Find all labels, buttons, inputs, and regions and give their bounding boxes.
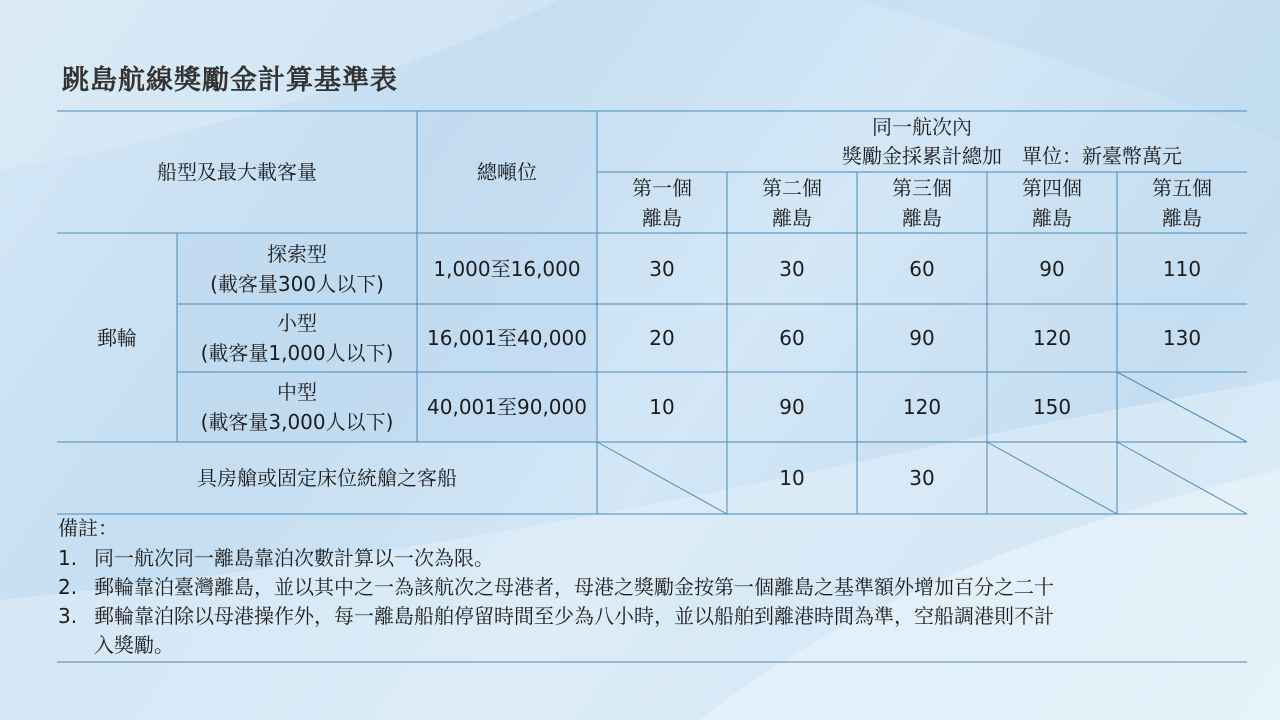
row-1-ship-type (177, 233, 417, 304)
header-group (597, 113, 1247, 171)
row-2-value-1: 20 (649, 326, 675, 350)
header-island-line2: 離島 (1162, 205, 1202, 230)
row-3-value-1: 10 (649, 395, 675, 419)
header-island-4 (987, 172, 1117, 233)
header-ship-type: 船型及最大載客量 (157, 160, 317, 184)
note-item-2 (58, 572, 1054, 602)
note-number: 1. (58, 546, 78, 570)
note-item-3-continuation: 入獎勵。 (94, 633, 174, 657)
row-3-value-4: 150 (1032, 395, 1072, 419)
note-number: 3. (58, 604, 78, 628)
header-island-line1: 第三個 (892, 175, 952, 200)
note-text: 郵輪靠泊除以母港操作外，每一離島船舶停留時間至少為八小時，並以船舶到離港時間為準，空船調港則不計 (94, 604, 1054, 628)
note-text: 同一航次同一離島靠泊次數計算以一次為限。 (94, 546, 494, 570)
ship-type-capacity: (載客量3,000人以下) (200, 410, 394, 434)
ship-type-capacity: (載客量300人以下) (210, 271, 384, 296)
row-1-value-5: 110 (1162, 256, 1202, 281)
note-number: 2. (58, 575, 78, 599)
notes-title: 備註： (58, 516, 118, 540)
header-island-line1: 第四個 (1022, 175, 1082, 200)
ship-type-name: 中型 (277, 380, 317, 404)
note-item-1 (58, 543, 494, 573)
row-2-value-3: 90 (909, 326, 935, 350)
row-2-ship-type (177, 304, 417, 372)
row-2-tonnage: 16,001至40,000 (427, 326, 587, 350)
row-3-value-3: 120 (902, 395, 942, 419)
cruise-group-label: 郵輪 (97, 325, 137, 350)
header-island-line1: 第二個 (762, 175, 822, 200)
row-3-tonnage: 40,001至90,000 (427, 395, 587, 419)
header-island-line1: 第五個 (1152, 175, 1212, 200)
row-1-value-2: 30 (779, 256, 805, 281)
berth-row-value-3: 30 (909, 466, 935, 490)
header-island-2 (727, 172, 857, 233)
page-title: 跳島航線獎勵金計算基準表 (62, 65, 398, 96)
header-group-line1: 同一航次內 (872, 115, 972, 139)
header-island-1 (597, 172, 727, 233)
header-island-line2: 離島 (772, 205, 812, 230)
ship-type-capacity: (載客量1,000人以下) (200, 341, 394, 365)
header-island-5 (1117, 172, 1247, 233)
header-island-line2: 離島 (642, 205, 682, 230)
row-1-value-1: 30 (649, 256, 675, 281)
ship-type-name: 探索型 (267, 241, 327, 266)
header-island-3 (857, 172, 987, 233)
header-group-line2: 獎勵金採累計總加 單位：新臺幣萬元 (842, 144, 1182, 168)
note-text: 郵輪靠泊臺灣離島，並以其中之一為該航次之母港者，母港之獎勵金按第一個離島之基準額外增加百分之二十 (94, 575, 1054, 599)
row-1-value-3: 60 (909, 256, 935, 281)
row-1-tonnage: 1,000至16,000 (433, 256, 581, 281)
row-1-value-4: 90 (1039, 256, 1065, 281)
header-island-line1: 第一個 (632, 175, 692, 200)
header-tonnage: 總噸位 (477, 160, 537, 184)
row-3-value-2: 90 (779, 395, 805, 419)
note-item-3 (58, 601, 1054, 631)
header-island-line2: 離島 (902, 205, 942, 230)
row-2-value-5: 130 (1162, 326, 1202, 350)
row-2-value-4: 120 (1032, 326, 1072, 350)
berth-row-value-2: 10 (779, 466, 805, 490)
row-2-value-2: 60 (779, 326, 805, 350)
header-island-line2: 離島 (1032, 205, 1072, 230)
row-3-ship-type (177, 372, 417, 442)
berth-row-label: 具房艙或固定床位統艙之客船 (197, 466, 457, 490)
ship-type-name: 小型 (277, 311, 317, 335)
